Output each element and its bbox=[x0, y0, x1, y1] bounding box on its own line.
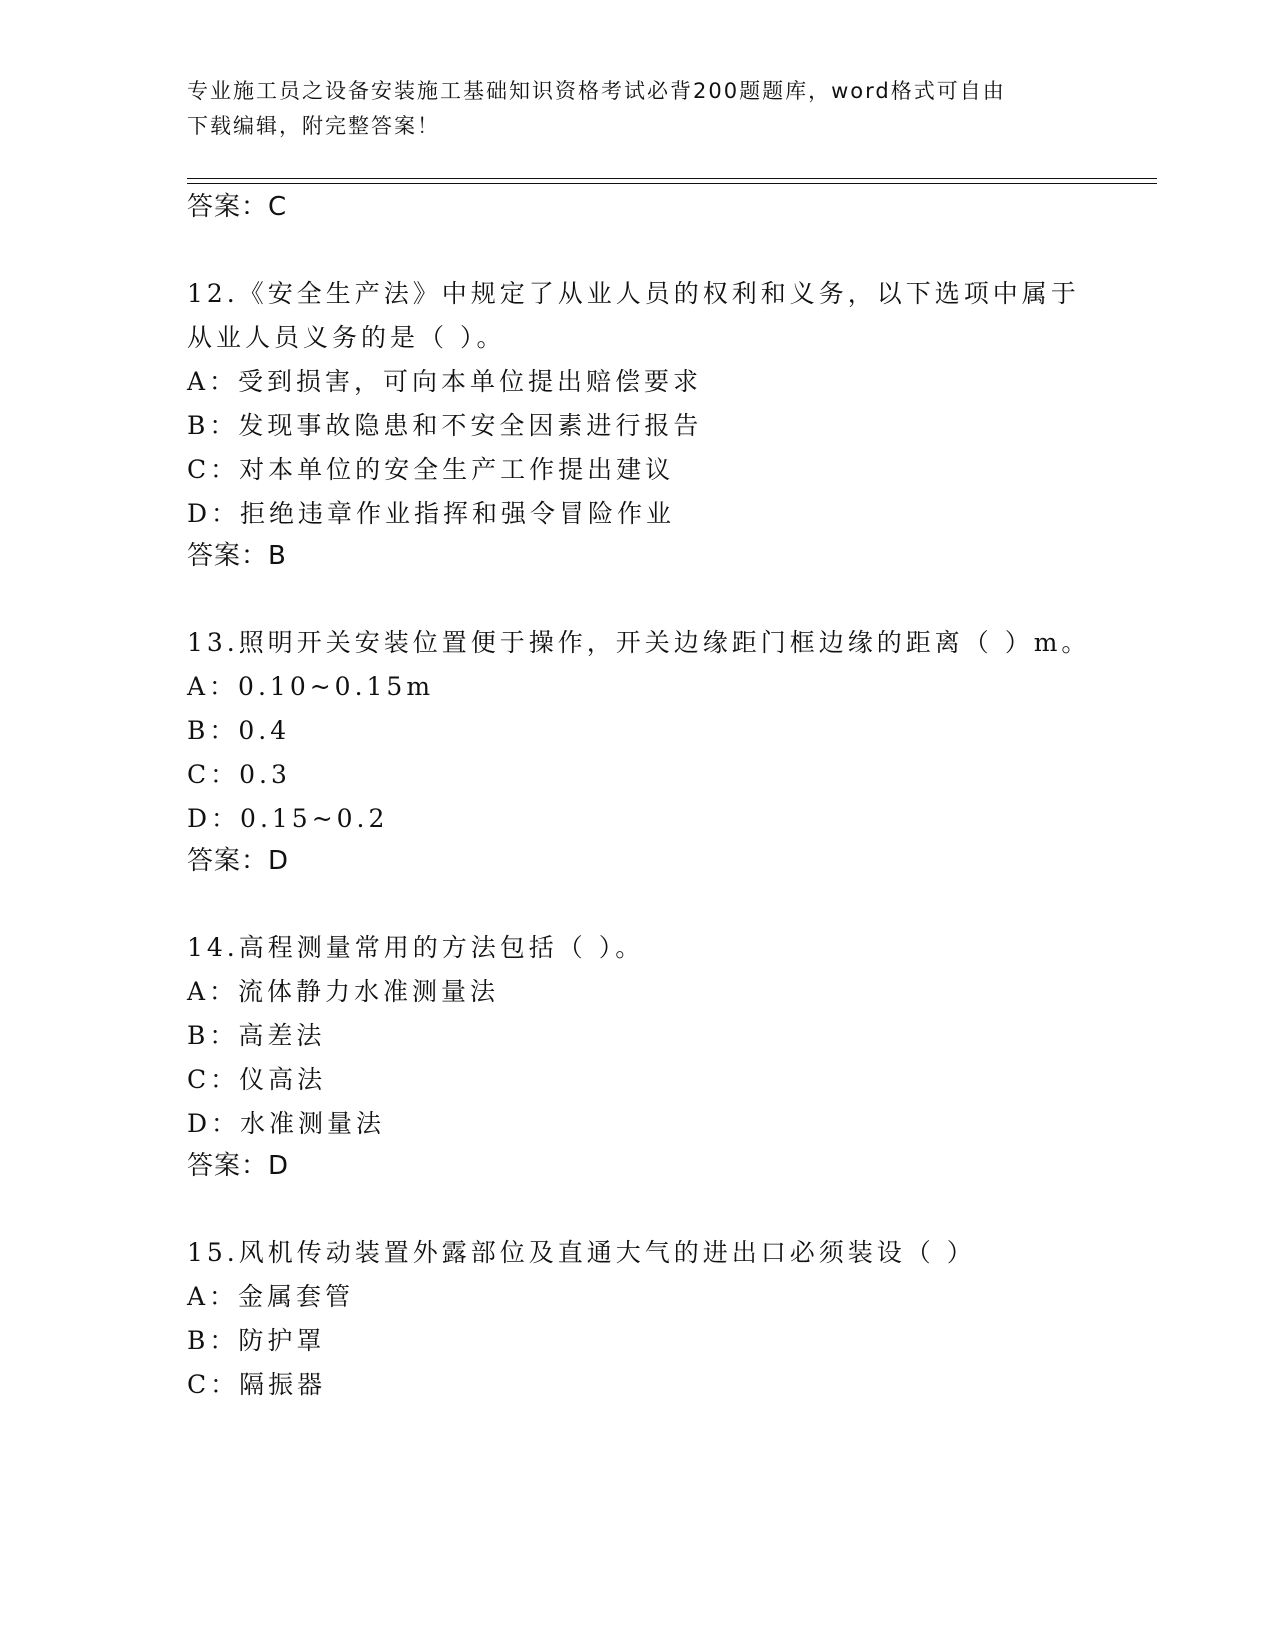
header-divider-top bbox=[187, 178, 1157, 179]
header-line-1: 专业施工员之设备安装施工基础知识资格考试必背200题题库，word格式可自由 bbox=[187, 79, 1006, 103]
option-b: B：发现事故隐患和不安全因素进行报告 bbox=[187, 411, 703, 440]
option-d: D：水准测量法 bbox=[187, 1109, 386, 1138]
previous-answer: 答案：C bbox=[187, 192, 288, 222]
question-stem: 12.《安全生产法》中规定了从业人员的权利和义务，以下选项中属于 bbox=[187, 279, 1080, 308]
option-a: A：0.10~0.15m bbox=[187, 672, 435, 701]
option-c: C：仪高法 bbox=[187, 1065, 327, 1094]
question-stem: 15.风机传动装置外露部位及直通大气的进出口必须装设（ ） bbox=[187, 1238, 976, 1267]
option-c: C：对本单位的安全生产工作提出建议 bbox=[187, 455, 675, 484]
header-line-2: 下载编辑，附完整答案！ bbox=[187, 114, 440, 138]
option-d: D：0.15~0.2 bbox=[187, 804, 389, 833]
option-b: B：防护罩 bbox=[187, 1326, 326, 1355]
question-stem: 13.照明开关安装位置便于操作，开关边缘距门框边缘的距离（ ）m。 bbox=[187, 628, 1091, 657]
question-stem: 14.高程测量常用的方法包括（ ）。 bbox=[187, 933, 645, 962]
option-a: A：受到损害，可向本单位提出赔偿要求 bbox=[187, 367, 703, 396]
header-divider-bottom bbox=[187, 183, 1157, 184]
option-c: C：隔振器 bbox=[187, 1370, 327, 1399]
option-a: A：流体静力水准测量法 bbox=[187, 977, 500, 1006]
document-header bbox=[187, 74, 1067, 144]
option-d: D：拒绝违章作业指挥和强令冒险作业 bbox=[187, 499, 676, 528]
answer: 答案：D bbox=[187, 1151, 290, 1181]
answer: 答案：B bbox=[187, 541, 287, 571]
answer: 答案：D bbox=[187, 846, 290, 876]
option-a: A：金属套管 bbox=[187, 1282, 355, 1311]
option-b: B：高差法 bbox=[187, 1021, 326, 1050]
question-stem-continued: 从业人员义务的是（ ）。 bbox=[187, 323, 506, 352]
option-b: B：0.4 bbox=[187, 716, 291, 745]
option-c: C：0.3 bbox=[187, 760, 291, 789]
